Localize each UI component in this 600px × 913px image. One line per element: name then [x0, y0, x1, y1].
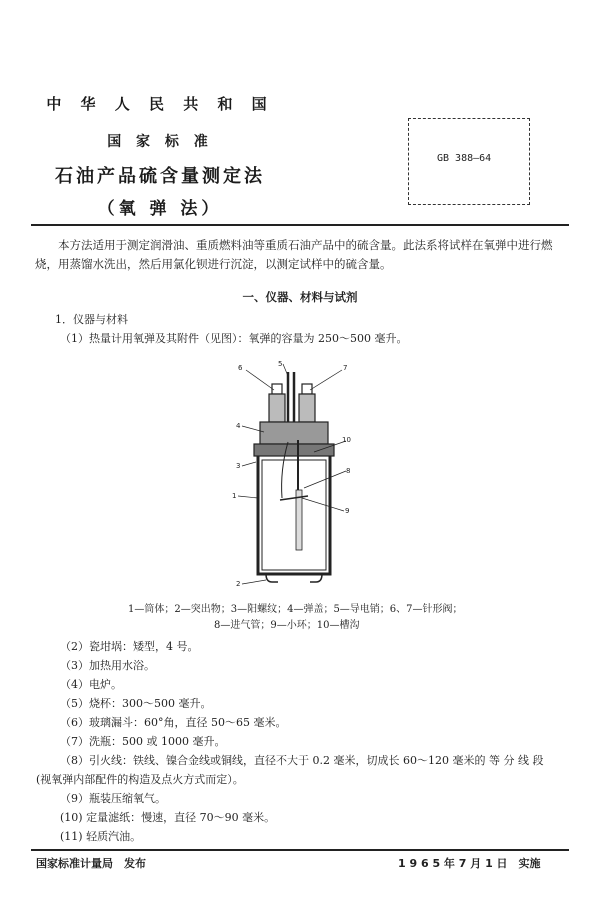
- label-2: 2: [236, 580, 241, 588]
- label-8: 8: [346, 467, 351, 475]
- header-divider: [31, 224, 569, 226]
- intro-paragraph: 本方法适用于测定润滑油、重质燃料油等重质石油产品中的硫含量。此法系将试样在氧弹中进行燃烧，用蒸馏水洗出，然后用氯化钡进行沉淀，以测定试样中的硫含量。: [35, 238, 553, 271]
- label-10: 10: [342, 436, 351, 444]
- list-item: （5）烧杯：300～500 毫升。: [60, 697, 212, 710]
- subsection-heading: 1．仪器与材料: [55, 313, 128, 326]
- footer-divider: [31, 849, 569, 851]
- list-item: (11) 轻质汽油。: [60, 830, 142, 843]
- issuer: 国家标准计量局 发布: [36, 857, 146, 870]
- label-6: 6: [238, 364, 243, 372]
- list-item: （1）热量计用氧弹及其附件（见图）：氧弹的容量为 250～500 毫升。: [60, 332, 408, 345]
- list-item: （2）瓷坩埚：矮型，4 号。: [60, 640, 199, 653]
- list-item-continuation: (视氧弹内部配件的构造及点火方式而定）。: [36, 773, 244, 786]
- label-1: 1: [232, 492, 237, 500]
- figure-caption-line2: 8—进气管；9—小环；10—槽沟: [214, 620, 360, 631]
- effective-date: 1 9 6 5 年 7 月 1 日 实施: [398, 857, 541, 870]
- list-item: （7）洗瓶：500 或 1000 毫升。: [60, 735, 226, 748]
- list-item: （3）加热用水浴。: [60, 659, 155, 672]
- label-4: 4: [236, 422, 241, 430]
- country-name: 中 华 人 民 共 和 国: [46, 95, 274, 113]
- standard-code: GB 388—64: [437, 153, 492, 164]
- section-heading: 一、仪器、材料与试剂: [242, 290, 358, 304]
- list-item: （9）瓶装压缩氧气。: [60, 792, 166, 805]
- label-3: 3: [236, 462, 241, 470]
- bomb-drawing: [254, 372, 334, 582]
- label-7: 7: [343, 364, 348, 372]
- list-item: (10) 定量滤纸：慢速，直径 70～90 毫米。: [60, 811, 276, 824]
- page-subtitle: （氧 弹 法）: [97, 199, 223, 219]
- label-5: 5: [278, 360, 283, 368]
- figure-caption-line1: 1—筒体；2—突出物；3—阳螺纹；4—弹盖；5—导电销；6、7—针形阀；: [128, 604, 463, 615]
- label-9: 9: [345, 507, 350, 515]
- list-item: （4）电炉。: [60, 678, 122, 691]
- page-title: 石油产品硫含量测定法: [55, 166, 265, 187]
- national-standard-label: 国 家 标 准: [107, 134, 213, 150]
- list-item: （6）玻璃漏斗：60°角，直径 50～65 毫米。: [60, 716, 287, 729]
- list-item: （8）引火线：铁线、镍合金线或铜线，直径不大于 0.2 毫米，切成长 60～120 毫米的 等 分 线 段: [60, 754, 544, 767]
- oxygen-bomb-diagram: [220, 360, 370, 595]
